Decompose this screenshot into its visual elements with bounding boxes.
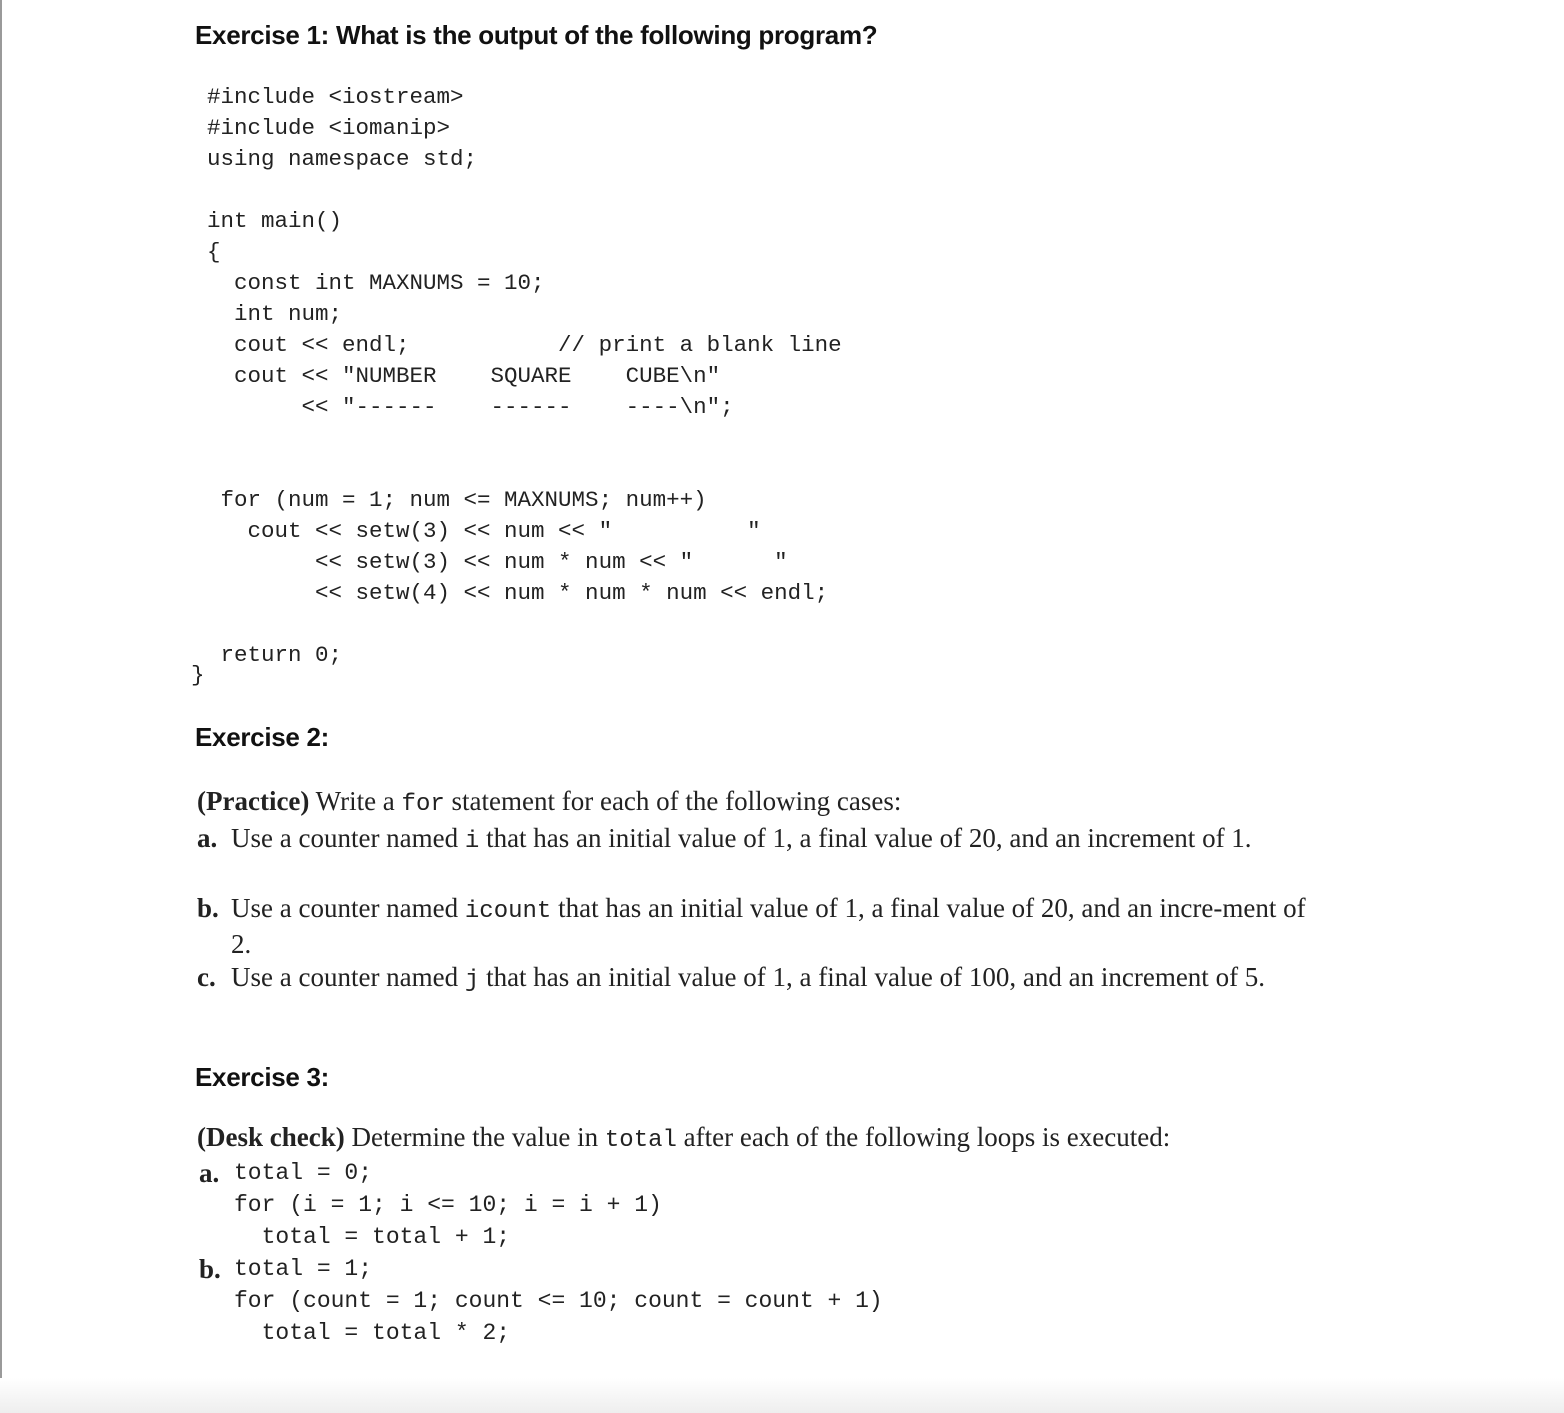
exercise-3-code-a: total = 0; for (i = 1; i <= 10; i = i + 1) total = total + 1; — [234, 1160, 662, 1250]
exercise-2-heading: Exercise 2: — [195, 722, 330, 752]
exercise-3-tag: (Desk check) — [197, 1122, 345, 1152]
page-left-border — [0, 0, 2, 1413]
exercise-2-intro: (Practice) Write a for statement for each of the following cases: — [197, 786, 902, 818]
code-closing-brace: } — [191, 662, 205, 688]
exercise-3-label-a: a. — [199, 1158, 220, 1188]
page-bottom-fade — [0, 1378, 1564, 1413]
exercise-2-item-a: a. Use a counter named i that has an initial value of 1, a final value of 20, and an increment of 1. — [197, 823, 1252, 855]
exercise-2-item-c: c. Use a counter named j that has an initial value of 1, a final value of 100, and an increment of 5. — [197, 962, 1266, 994]
exercise-3-intro: (Desk check) Determine the value in total after each of the following loops is executed: — [197, 1122, 1171, 1154]
exercise-3-code-b: total = 1; for (count = 1; count <= 10; count = count + 1) total = total * 2; — [234, 1256, 883, 1346]
exercise-2-tag: (Practice) — [197, 786, 310, 816]
exercise-2-item-b: b. Use a counter named icount that has an initial value of 1, a final value of 20, and an incre-ment of 2. — [197, 893, 1306, 959]
exercise-3-heading: Exercise 3: — [195, 1062, 330, 1092]
exercise-1-code: #include <iostream> #include <iomanip> using namespace std; int main() { const int MAXNUMS = 10; int num; cout << endl; // print a blank line cout << "NUMBER SQUARE CUBE\n" << "------ ------ ----\n"; for (num = 1; num <= MAXNUMS; num++) cout << setw(3) << num << " " << setw(3) << num * num << " " << setw(4) << num * num * num << endl; return 0; — [207, 84, 842, 668]
exercise-3-label-b: b. — [199, 1254, 221, 1284]
exercise-1-heading: Exercise 1: What is the output of the following program? — [195, 20, 878, 50]
